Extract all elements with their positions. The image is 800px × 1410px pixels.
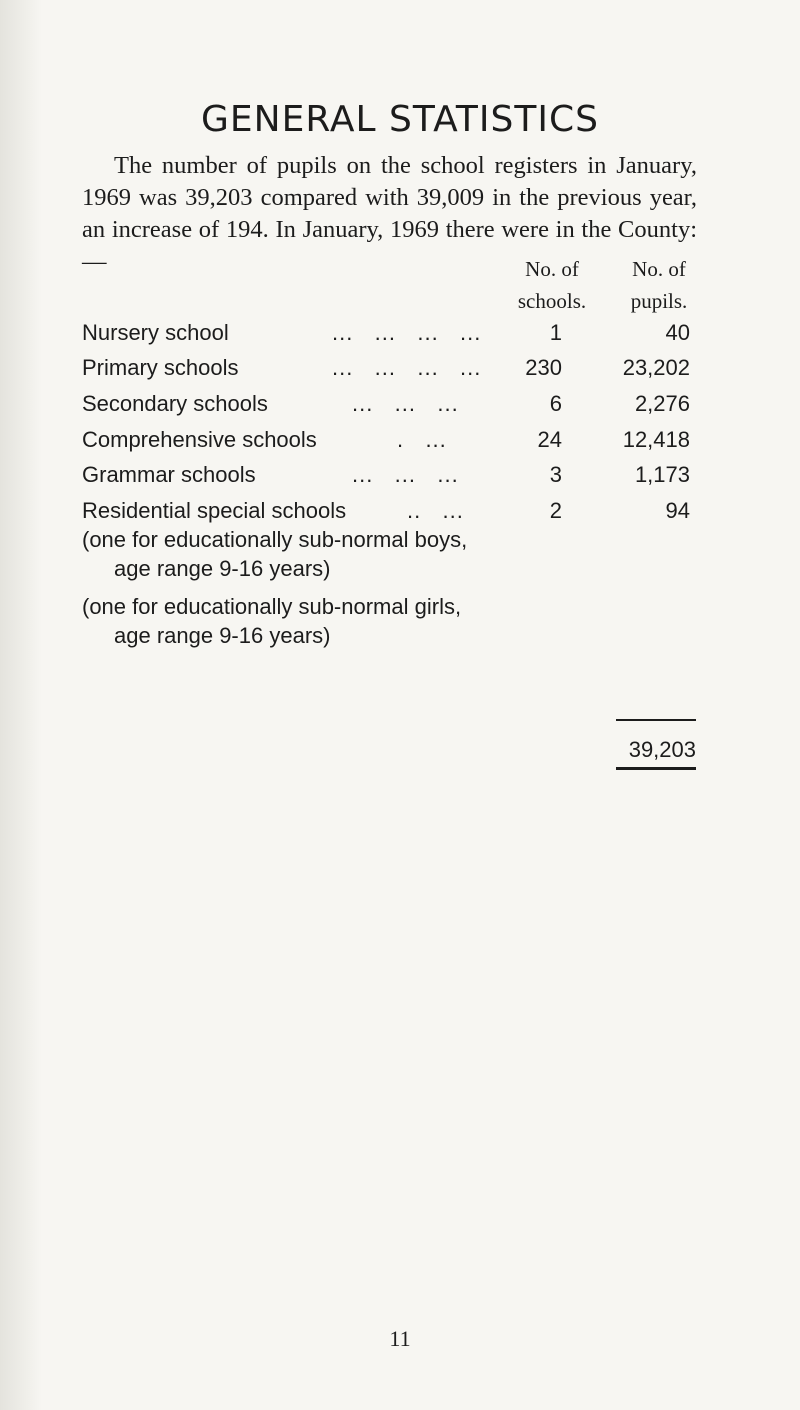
total-pupils: 39,203 [628, 737, 696, 762]
leader-dots: ... ... ... [352, 462, 459, 487]
intro-paragraph: The number of pupils on the school registers in January, 1969 was 39,203 compared with 39,009 in the previous year, an increase of 194. In January, 1969 there were in the County: — [82, 152, 697, 275]
table-row [82, 460, 702, 490]
leader-dots: . ... [397, 427, 447, 452]
row-label: Residential special schools [82, 498, 347, 523]
page-edge-shadow [0, 0, 42, 1410]
pupils-column-heading-line2: pupils. [630, 289, 688, 313]
pupils-count: 12,418 [622, 427, 690, 452]
schools-count: 6 [549, 391, 562, 416]
page-title: GENERAL STATISTICS [201, 99, 599, 140]
pupils-count: 2,276 [634, 391, 690, 416]
pupils-column-heading-line1: No. of [632, 257, 686, 281]
boys-note-line2: age range 9-16 years) [114, 556, 331, 581]
schools-count: 3 [549, 462, 562, 487]
girls-note-line1: (one for educationally sub-normal girls, [82, 594, 462, 619]
total-top-rule [616, 719, 696, 721]
table-row [82, 389, 702, 419]
girls-note-line2: age range 9-16 years) [114, 623, 331, 648]
boys-note-line1: (one for educationally sub-normal boys, [82, 527, 468, 552]
schools-count: 230 [525, 355, 562, 380]
table-row [82, 496, 702, 526]
leader-dots: ... ... ... [352, 391, 459, 416]
row-label: Grammar schools [82, 462, 256, 487]
total-bottom-rule [616, 767, 696, 770]
table-row [82, 318, 702, 348]
schools-column-heading-line2: schools. [517, 289, 587, 313]
pupils-count: 94 [665, 498, 690, 523]
leader-dots: ... ... ... ... [332, 320, 482, 345]
table-row [82, 353, 702, 383]
schools-count: 2 [549, 498, 562, 523]
row-label: Comprehensive schools [82, 427, 317, 452]
row-label: Nursery school [82, 320, 229, 345]
leader-dots: ... ... ... ... [332, 355, 482, 380]
page-number: 11 [389, 1326, 411, 1351]
schools-count: 24 [537, 427, 562, 452]
schools-column-heading-line1: No. of [525, 257, 579, 281]
pupils-count: 23,202 [622, 355, 690, 380]
schools-count: 1 [549, 320, 562, 345]
row-label: Primary schools [82, 355, 239, 380]
table-row [82, 425, 702, 455]
pupils-count: 1,173 [634, 462, 690, 487]
pupils-count: 40 [665, 320, 690, 345]
row-label: Secondary schools [82, 391, 268, 416]
leader-dots: .. ... [407, 498, 464, 523]
